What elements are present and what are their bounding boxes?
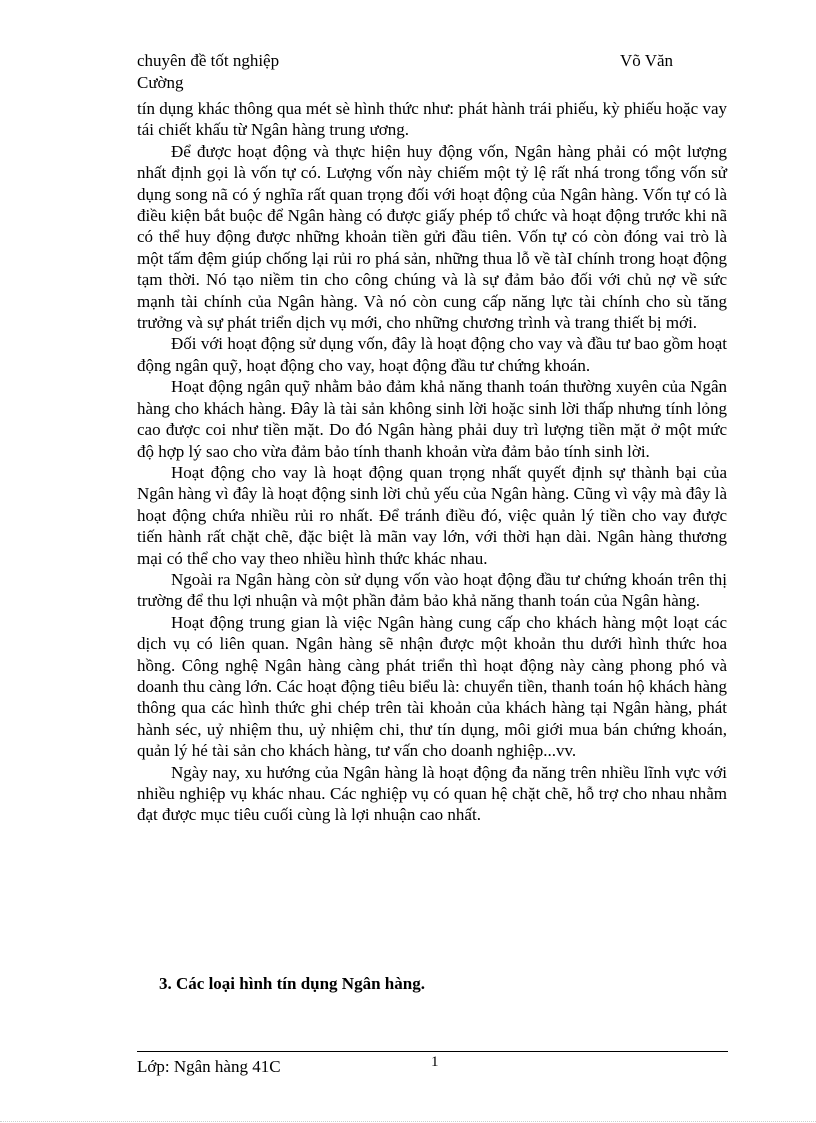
paragraph: Để được hoạt động và thực hiện huy động vốn, Ngân hàng phải có một lượng nhất định gọi là vốn tự có. Lượng vốn này chiếm một tỷ lệ rất nhá trong tổng vốn sử dụng song nã có ý nghĩa rất quan trọng đối với hoạt động của Ngân hàng. Vốn tự có là điều kiện bắt buộc để Ngân hàng có được giấy phép tổ chức và hoạt động trước khi nã có thể huy động được những khoản tiền gửi đầu tiên. Vốn tự có còn đóng vai trò là một tấm đệm giúp chống lại rủi ro phá sản, những thua lỗ về tàI chính trong hoạt động tạm thời. Nó tạo niềm tin cho công chúng và là sự đảm bảo đối với chủ nợ về sức mạnh tài chính của Ngân hàng. Và nó còn cung cấp năng lực tài chính cho sù tăng trưởng và sự phát triển dịch vụ mới, cho những chương trình và trang thiết bị mới. — [137, 141, 727, 333]
header-author: Võ Văn — [620, 51, 674, 70]
paragraph: Hoạt động ngân quỹ nhằm bảo đảm khả năng thanh toán thường xuyên của Ngân hàng cho khách hàng. Đây là tài sản không sinh lời hoặc sinh lời thấp nhưng tính lỏng cao được coi như tiền mặt. Do đó Ngân hàng phải duy trì lượng tiền mặt ở một mức độ hợp lý sao cho vừa đảm bảo tính thanh khoản vừa đảm bảo tính sinh lời. — [137, 377, 727, 461]
page-number: 1 — [431, 1054, 439, 1070]
paragraph: Hoạt động trung gian là việc Ngân hàng cung cấp cho khách hàng một loạt các dịch vụ có liên quan. Ngân hàng sẽ nhận được một khoản thu dưới hình thức hoa hồng. Công nghệ Ngân hàng càng phát triển thì hoạt động này càng phong phó và doanh thu càng lớn. Các hoạt động tiêu biểu là: chuyển tiền, thanh toán hộ khách hàng thông qua các hình thức ghi chép trên tài khoản của khách hàng tại Ngân hàng, phát hành séc, uỷ nhiệm thu, uỷ nhiệm chi, thư tín dụng, môi giới mua bán chứng khoán, quản lý hé tài sản cho khách hàng, tư vấn cho doanh nghiệp...vv. — [137, 612, 727, 761]
paragraph: Hoạt động cho vay là hoạt động quan trọng nhất quyết định sự thành bại của Ngân hàng vì đây là hoạt động sinh lời chủ yếu của Ngân hàng. Cũng vì vậy mà đây là hoạt động chứa nhiều rủi ro nhất. Để tránh điều đó, việc quản lý tiền cho vay được tiến hành rất chặt chẽ, đặc biệt là mãn vay lớn, với thời hạn dài. Ngân hàng thương mại có thể cho vay theo nhiều hình thức khác nhau. — [137, 462, 727, 568]
section-heading: 3. Các loại hình tín dụng Ngân hàng. — [159, 974, 425, 993]
page-break-divider — [0, 1121, 816, 1122]
header-title: chuyên đề tốt nghiệp — [137, 51, 280, 70]
body-text — [137, 98, 727, 826]
header-author-continuation: Cường — [137, 73, 184, 92]
paragraph: Ngoài ra Ngân hàng còn sử dụng vốn vào hoạt động đầu tư chứng khoán trên thị trường để thu lợi nhuận và một phần đảm bảo khả năng thanh toán của Ngân hàng. — [137, 569, 727, 611]
footer-class: Lớp: Ngân hàng 41C — [137, 1057, 281, 1076]
paragraph: Đối với hoạt động sử dụng vốn, đây là hoạt động cho vay và đầu tư bao gồm hoạt động ngân quỹ, hoạt động cho vay, hoạt động đầu tư chứng khoán. — [137, 334, 727, 375]
paragraph: tín dụng khác thông qua mét sè hình thức như: phát hành trái phiếu, kỳ phiếu hoặc vay tái chiết khấu từ Ngân hàng trung ương. — [137, 99, 727, 140]
paragraph: Ngày nay, xu hướng của Ngân hàng là hoạt động đa năng trên nhiều lĩnh vực với nhiều nghiệp vụ khác nhau. Các nghiệp vụ có quan hệ chặt chẽ, hỗ trợ cho nhau nhằm đạt được mục tiêu cuối cùng là lợi nhuận cao nhất. — [137, 762, 727, 825]
